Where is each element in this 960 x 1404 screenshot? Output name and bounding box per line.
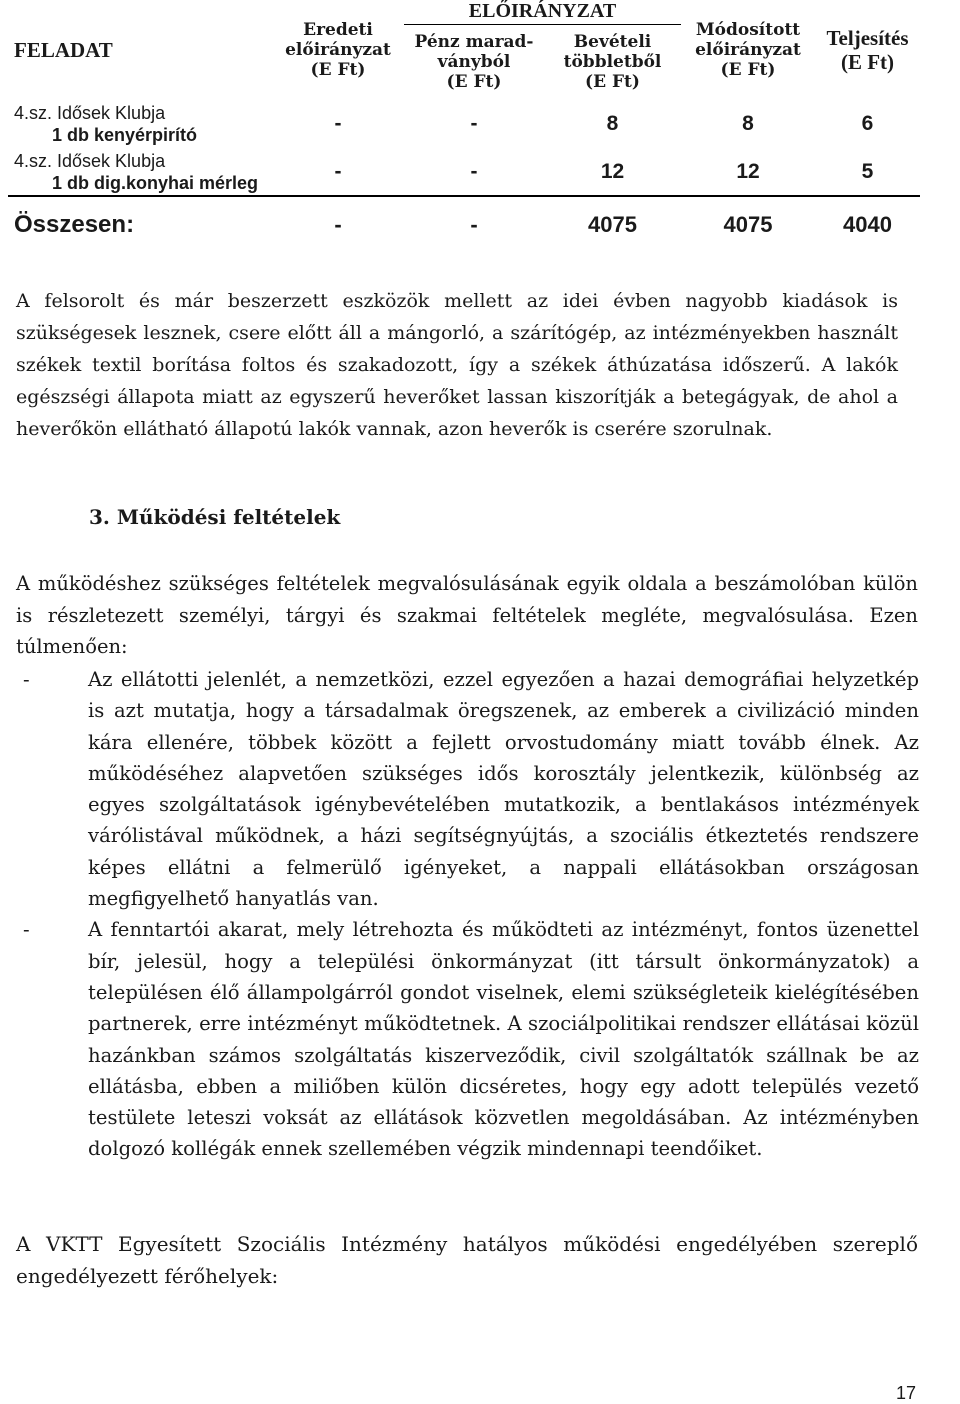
total-modositott: 4075 bbox=[681, 196, 815, 252]
total-label: Összesen: bbox=[8, 196, 272, 252]
total-eredeti: - bbox=[272, 196, 404, 252]
section-heading: 3. Működési feltételek bbox=[89, 505, 341, 529]
table-total-row bbox=[8, 196, 920, 252]
row-label: 4.sz. Idősek Klubja 1 db dig.konyhai mérleg bbox=[14, 150, 259, 193]
list-item: - A fenntartói akarat, mely létrehozta és működteti az intézményt, fontos üzenettel bír, jelesül, hogy a települési önkormányzat (itt társult önkormányzatok) a településen élő állampolgárról gondot viselnek, elemi szükségleteik kielégítésében partnerek, erre intézményt működtetnek. A szociálpolitikai rendszer ellátásai közül hazánkban számos szolgáltatás kiszerveződik, civil szolgáltatók szállnak be az ellátásba, ebben a miliőben külön dicséretes, hogy egy adott település vezető testülete leteszi voksát az ellátások közvetlen megoldásában. Az intézményben dolgozó kollégák ennek szellemében végzik mindennapi teendőiket. bbox=[16, 914, 919, 1164]
list-item: - Az ellátotti jelenlét, a nemzetközi, ezzel egyezően a hazai demográfiai helyzetkép is azt mutatja, hogy a társadalmak öregszenek, az emberek a civilizáció minden kára ellenére, többek között a fejlett orvostudomány miatt tovább élnek. Az működéséhez alapvetően szükséges idős korosztály jelentkezik, különbség az egyes szolgáltatások igénybevételében mutatkozik, a bentlakásos intézmények várólistával működnek, a házi segítségnyújtás, a szociális étkeztetés rendszere képes ellátni a felmerülő igényeket, a nappali ellátásokban országosan megfigyelhető hanyatlás van. bbox=[16, 664, 919, 914]
paragraph-equipment: A felsorolt és már beszerzett eszközök mellett az idei évben nagyobb kiadások is szükségesek lesznek, csere előtt áll a mángorló, a szárítógép, az intézményekben használt székek textil borítása foltos és szakadozott, így a székek áthúzatása időszerű. A lakók egészségi állapota miatt az egyszerű heverőket lassan kiszorítják a betegágyak, de ahol a heverőkön ellátható állapotú lakók vannak, azon heverők is cserére szorulnak. bbox=[16, 290, 898, 440]
row-label: 4.sz. Idősek Klubja 1 db kenyérpirító bbox=[14, 103, 198, 145]
paragraph-capacity: A VKTT Egyesített Szociális Intézmény hatályos működési engedélyében szereplő engedélyezett férőhelyek: bbox=[16, 1232, 918, 1288]
header-beveteli: Bevételi többletből (E Ft) bbox=[563, 32, 662, 93]
total-beveteli: 4075 bbox=[544, 196, 681, 252]
header-teljesites: Teljesítés (E Ft) bbox=[826, 26, 909, 74]
table-row bbox=[8, 100, 920, 148]
cell-teljesites: 6 bbox=[861, 112, 874, 135]
cell-modositott: 12 bbox=[736, 159, 760, 183]
header-penzmaradvany: Pénz marad- ványból (E Ft) bbox=[414, 32, 534, 93]
conditions-list bbox=[16, 664, 919, 1165]
total-teljesites: 4040 bbox=[815, 196, 920, 252]
cell-eredeti: - bbox=[334, 159, 342, 183]
budget-table bbox=[8, 0, 920, 252]
page-number: 17 bbox=[896, 1383, 917, 1403]
table-row bbox=[8, 148, 920, 196]
header-eloiranyzat-group: ELŐIRÁNYZAT bbox=[404, 0, 681, 24]
cell-beveteli: 12 bbox=[600, 159, 625, 183]
header-modositott: Módosított előirányzat (E Ft) bbox=[695, 20, 801, 80]
header-feladat: FELADAT bbox=[14, 37, 113, 62]
list-dash: - bbox=[23, 918, 30, 942]
cell-eredeti: - bbox=[334, 112, 342, 135]
cell-beveteli: 8 bbox=[606, 112, 619, 135]
paragraph-conditions: A működéshez szükséges feltételek megvalósulásának egyik oldala a beszámolóban külön is részletezett személyi, tárgyi és szakmai feltételek megléte, megvalósulása. Ezen túlmenően: bbox=[16, 572, 918, 658]
cell-penzmaradvany: - bbox=[470, 112, 478, 135]
cell-modositott: 8 bbox=[742, 112, 754, 135]
total-penzmaradvany: - bbox=[404, 196, 544, 252]
cell-penzmaradvany: - bbox=[470, 159, 478, 183]
header-eredeti: Eredeti előirányzat (E Ft) bbox=[285, 20, 391, 80]
list-dash: - bbox=[23, 668, 30, 691]
cell-teljesites: 5 bbox=[861, 159, 874, 183]
